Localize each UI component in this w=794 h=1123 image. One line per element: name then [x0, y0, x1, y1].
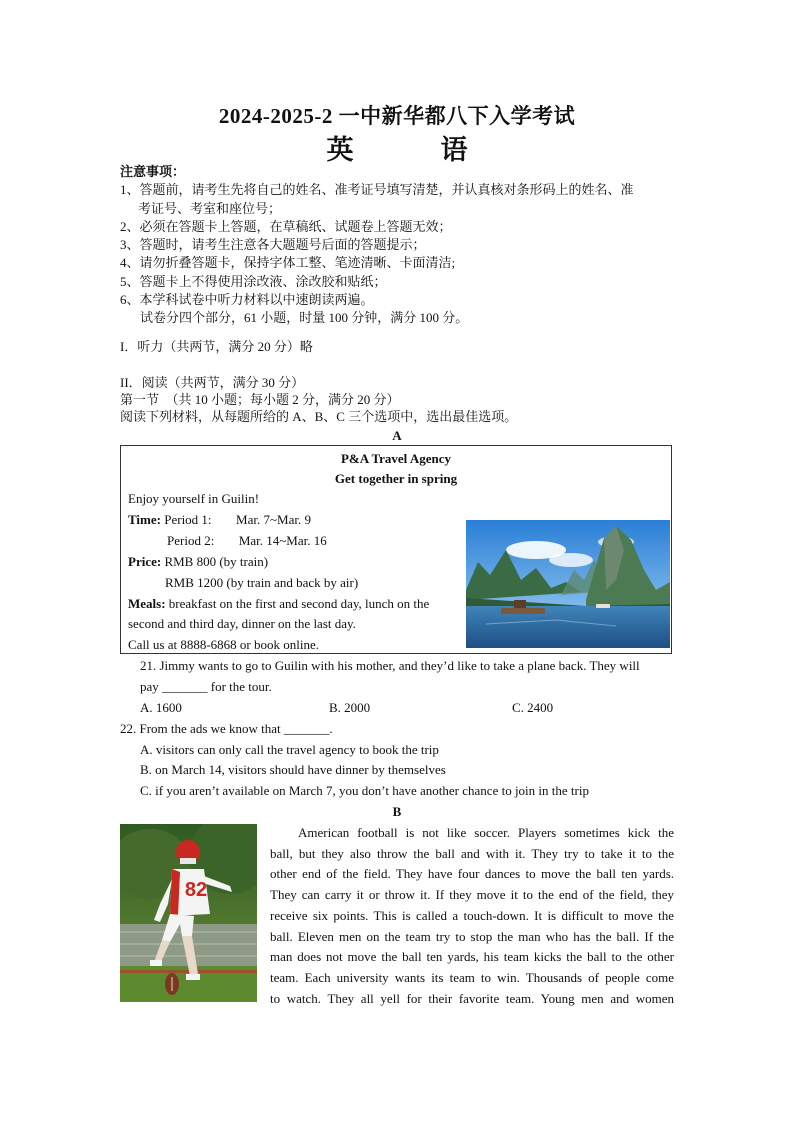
reading-section: II．阅读（共两节，满分 30 分）: [120, 375, 305, 390]
meals-text-2: second and third day, dinner on the last day.: [128, 616, 356, 631]
passage-line: American football is not like soccer. Players sometimes kick the: [298, 825, 674, 840]
listening-section: I．听力（共两节，满分 20 分）略: [120, 339, 313, 354]
passage-line: ball, but they also throw the ball and with it. They try to take it to the: [270, 845, 674, 861]
meals-line: [128, 596, 429, 612]
question-21-text: pay _______ for the tour.: [140, 679, 272, 694]
notes-block: [120, 163, 680, 328]
price-label: Price:: [128, 554, 162, 569]
price-line: [128, 554, 268, 570]
period1-label: Period 1:: [164, 512, 212, 527]
passage-line: They can carry it or throw it. If they move it to the end of the field, they: [270, 887, 674, 903]
q21-option-c: C. 2400: [512, 700, 554, 715]
question-21-line1: 21. Jimmy wants to go to Guilin with his mother, and they’d like to take a plane back. They will: [140, 658, 640, 673]
time-label: Time:: [128, 512, 161, 527]
passage-line: man does not move the ball ten yards, his team kicks the ball to the other: [270, 949, 674, 965]
note-item: 2、必须在答题卡上答题，在草稿纸、试题卷上答题无效；: [120, 218, 452, 234]
passage-label-a: A: [392, 428, 402, 443]
period2-line: [167, 533, 327, 549]
price-train: RMB 800 (by train): [164, 554, 269, 569]
note-item: 4、请勿折叠答题卡，保持字体工整、笔迹清晰、卡面清洁;: [120, 255, 456, 271]
q22-option-a: A. visitors can only call the travel agency to book the trip: [140, 742, 439, 757]
meals-text-1: breakfast on the first and second day, lunch on the: [168, 596, 430, 611]
guilin-landscape-image: [466, 520, 670, 648]
period2-dates: Mar. 14~Mar. 16: [238, 533, 327, 548]
meals-label: Meals:: [128, 596, 166, 611]
price-air: RMB 1200 (by train and back by air): [165, 575, 359, 590]
passage-line: ball. Eleven men on the team try to stop the man who has the ball. If the: [270, 928, 674, 944]
note-item: 试卷分四个部分，61 小题，时量 100 分钟，满分 100 分。: [140, 310, 469, 326]
q22-option-c: C. if you aren’t available on March 7, you don’t have another chance to join in the trip: [140, 783, 589, 798]
notes-heading: 注意事项：: [120, 164, 186, 179]
period1-dates: Mar. 7~Mar. 9: [236, 512, 311, 527]
note-item: 1、答题前，请考生先将自己的姓名、准考证号填写清楚，并认真核对条形码上的姓名、准: [120, 182, 634, 198]
part1-heading: 第一节 （共 10 小题；每小题 2 分，满分 20 分）: [120, 392, 400, 407]
instruction: 阅读下列材料，从每题所给的 A、B、C 三个选项中，选出最佳选项。: [120, 409, 518, 424]
note-item: 3、答题时，请考生注意各大题题号后面的答题提示；: [120, 237, 426, 253]
note-item: 考证号、考室和座位号；: [138, 200, 282, 216]
passage-b-text: [270, 823, 674, 1009]
q21-option-b: B. 2000: [329, 700, 371, 715]
question-22: 22. From the ads we know that _______.: [120, 721, 333, 736]
q21-option-a: A. 1600: [140, 700, 182, 715]
travel-ad-box: [120, 445, 672, 654]
agency-name: P&A Travel Agency: [340, 451, 451, 466]
period2-label: Period 2:: [167, 533, 215, 548]
passage-line: receive six points. This is called a touch-down. It is difficult to move the: [270, 907, 674, 923]
jersey-number: 82: [184, 879, 208, 901]
note-item: 6、本学科试卷中听力材料以中速朗读两遍。: [120, 292, 374, 308]
ad-intro: Enjoy yourself in Guilin!: [128, 491, 260, 506]
contact-line: Call us at 8888-6868 or book online.: [128, 637, 320, 652]
note-item: 5、答题卡上不得使用涂改液、涂改胶和贴纸；: [120, 273, 387, 289]
question-21-line2: [140, 679, 272, 695]
q22-option-b: B. on March 14, visitors should have dinner by themselves: [140, 762, 446, 777]
passage-line: to watch. They all yell for their favorite team. Young men and women: [270, 990, 674, 1006]
football-player-image: [120, 824, 257, 1002]
passage-label-b: B: [392, 804, 402, 819]
subject-title: 英 语: [326, 135, 498, 165]
exam-title: 2024-2025-2 一中新华都八下入学考试: [218, 104, 576, 128]
passage-line: team. Each university wants its team to win. Thousands of people come: [270, 969, 674, 985]
ad-slogan: Get together in spring: [334, 471, 458, 486]
passage-line: other end of the field. They have four dances to move the ball ten yards.: [270, 866, 674, 882]
time-line: [128, 512, 311, 528]
